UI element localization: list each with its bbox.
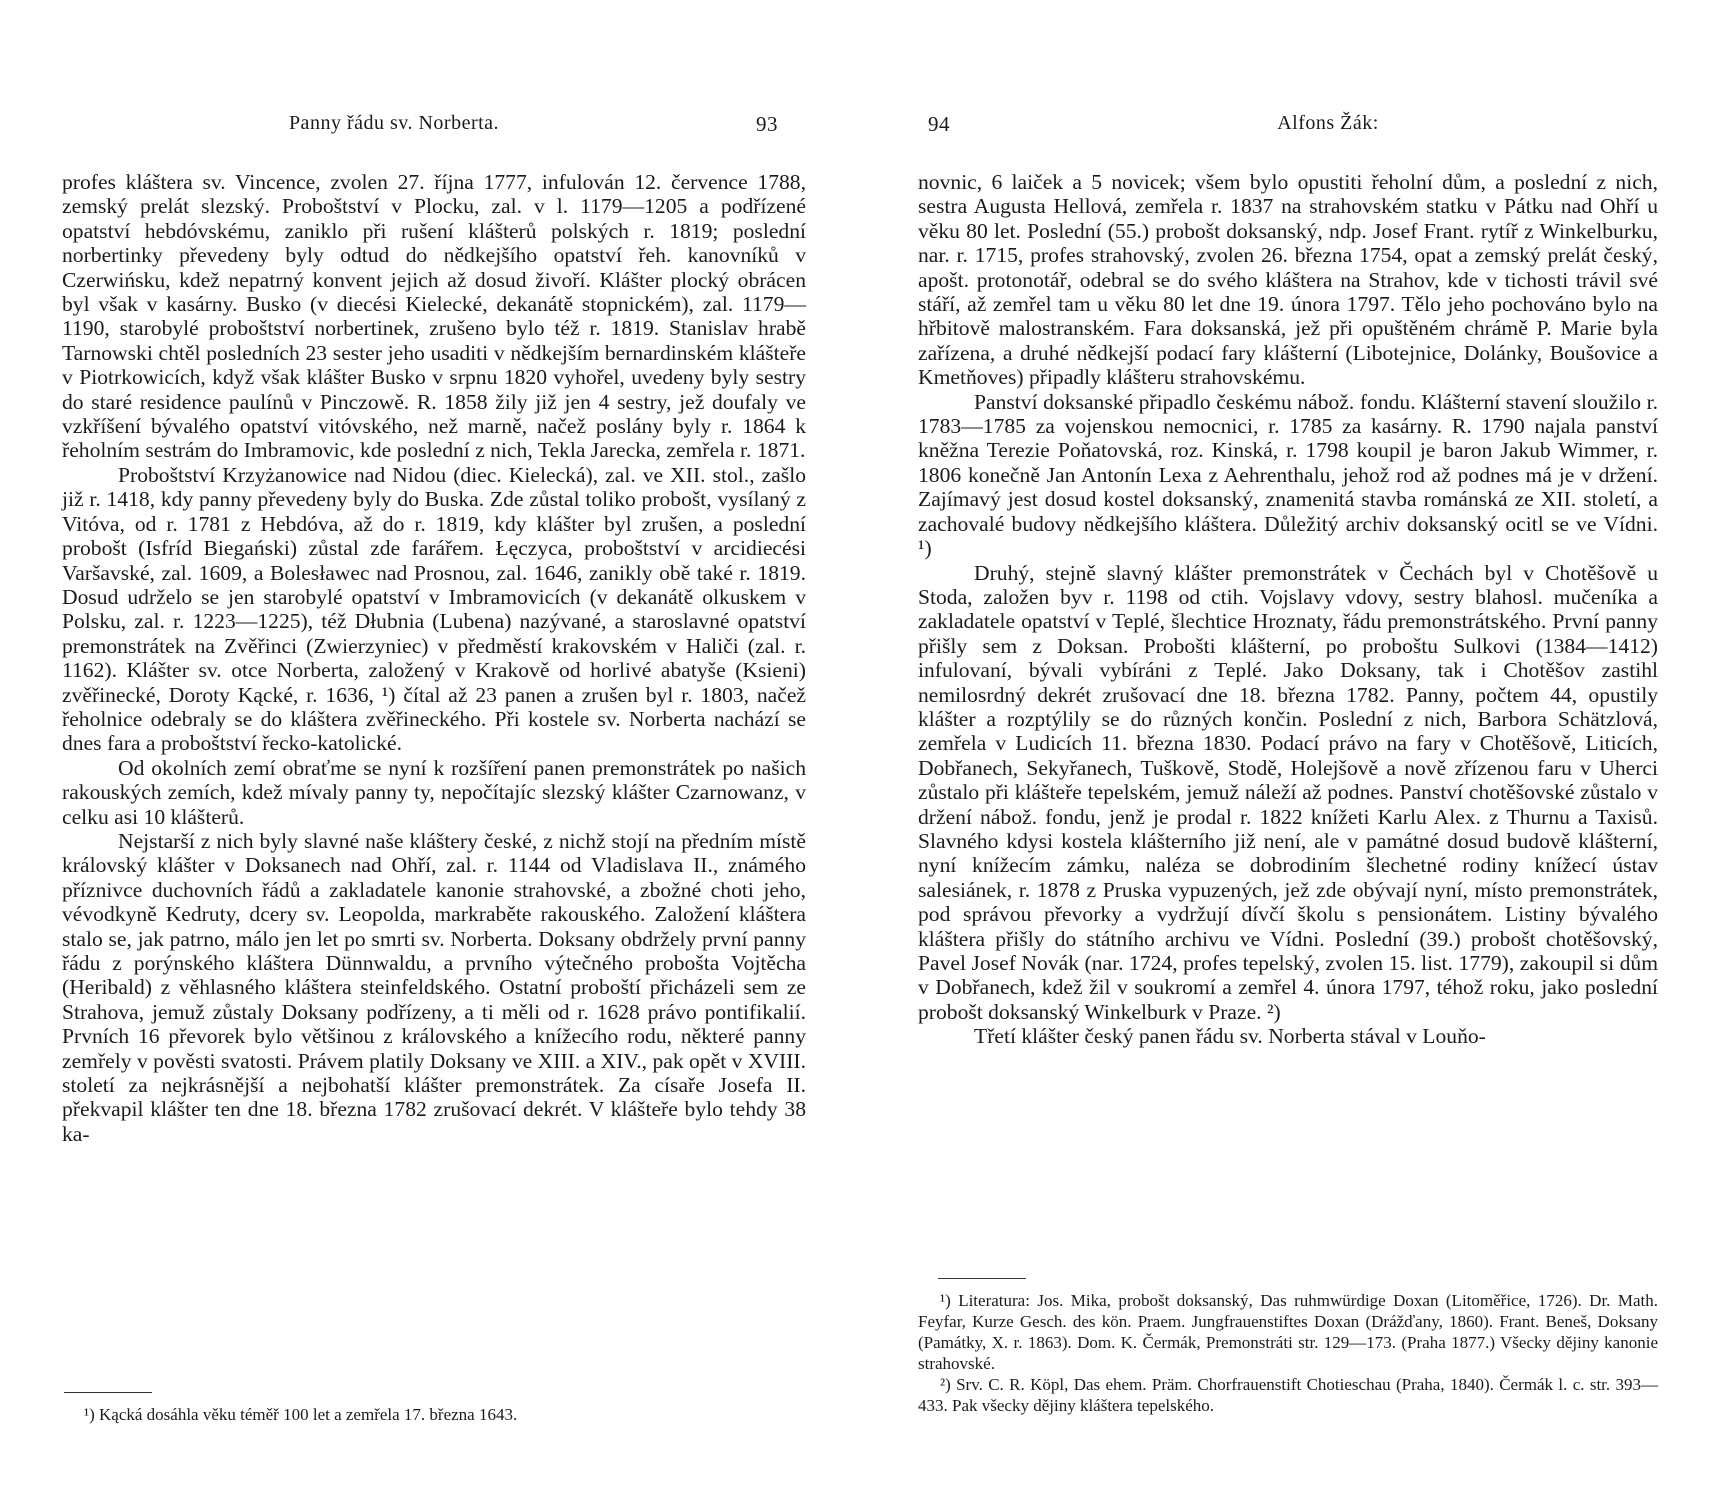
paragraph: profes kláštera sv. Vincence, zvolen 27. října 1777, infulován 12. července 1788, zemský prelát slezský. Proboštství v Plocku, zal. v l. 1179—1205 a podřízené opatství hebdóvskému, zaniklo při rušení klášterů polských r. 1819; poslední norbertinky převedeny byly odtud do nědkejšího opatství řeh. kanovníků v Czerwińsku, kdež nepatrný konvent jejich až dosud živoří. Klášter plocký obrácen byl však v kasárny. Busko (v diecési Kielecké, dekanátě stopnickém), zal. 1179—1190, starobylé proboštství norbertinek, zrušeno bylo též r. 1819. Stanislav hrabě Tarnowski chtěl posledních 23 sester jeho usaditi v nědkejším bernardinském klášteře v Piotrkowicích, když však klášter Busko v srpnu 1820 vyhořel, uvedeny byly sestry do staré residence paulínů v Pinczowě. R. 1858 žily již jen 4 sestry, jež doufaly ve vzkříšení bývalého opatství vitóvského, než marně, načež poslány byly r. 1864 k řeholním sestrám do Imbramovic, kde poslední z nich, Tekla Jarecka, zemřela r. 1871.: [62, 170, 806, 463]
paragraph: Od okolních zemí obraťme se nyní k rozšíření panen premonstrátek po našich rakouských zemích, kdež mívaly panny ty, nepočítajíc slezský klášter Czarnowanz, v celku asi 10 klášterů.: [62, 755, 806, 829]
paragraph: Nejstarší z nich byly slavné naše kláštery české, z nichž stojí na předním místě královský klášter v Doksanech nad Ohří, zal. r. 1144 od Vladislava II., známého příznivce duchovních řádů a zakladatele kanonie strahovské, a zbožné choti jeho, vévodkyně Kedruty, dcery sv. Leopolda, markraběte rakouského. Založení kláštera stalo se, jak patrno, málo jen let po smrti sv. Norberta. Doksany obdržely první panny řádu z porýnského kláštera Dünnwaldu, a prvního výtečného probošta Vojtěcha (Heribald) z věhlasného kláštera steinfeldského. Ostatní proboští přicházeli sem ze Strahova, jemuž zůstaly Doksany podřízeny, a ti měli od r. 1628 právo pontifikalií. Prvních 16 převorek bylo většinou z královského a knížecího rodu, některé panny zemřely v pověsti svatosti. Právem platily Doksany ve XIII. a XIV., pak opět v XVIII. století za nejkrásnější a nejbohatší klášter premonstrátek. Za císaře Josefa II. překvapil klášter ten dne 18. března 1782 zrušovací dekrét. V klášteře bylo tehdy 38 ka-: [62, 828, 806, 1146]
page-number: 94: [928, 112, 950, 136]
left-page-header: [62, 112, 806, 142]
paragraph: Druhý, stejně slavný klášter premonstrátek v Čechách byl v Chotěšově u Stoda, založen byv r. 1198 od ctih. Vojslavy vdovy, sestry blahosl. mučeníka a zakladatele opatství v Teplé, šlechtice Hroznaty, řádu premonstrátského. První panny přišly sem z Doksan. Probošti klášterní, po proboštu Sulkovi (1384—1412) infulovaní, bývali vybíráni z Teplé. Jako Doksany, tak i Chotěšov zastihl nemilosrdný dekrét zrušovací dne 18. března 1782. Panny, počtem 44, opustily klášter a rozptýlily se do různých končin. Poslední z nich, Barbora Schätzlová, zemřela v Ludicích 11. března 1830. Podací právo na fary v Chotěšově, Liticích, Dobřanech, Sekyřanech, Tuškově, Stodě, Holejšově a nově zřízenou faru v Uherci zůstalo při klášteře tepelském, jemuž náleží až podnes. Panství chotěšovské zůstalo v držení nábož. fondu, jenž je prodal r. 1822 knížeti Karlu Alex. z Thurnu a Taxisů. Slavného kdysi kostela klášterního již není, ale v památné dosud budově klášterní, nyní knížecím zámku, naléza se dobrodiním šlechetné rodiny knížecí ústav salesiánek, r. 1878 z Pruska vypuzených, jež zde obývají nyní, místo premonstrátek, pod správou převorky a vydržují dívčí školu s pensionátem. Listiny bývalého kláštera přišly do státního archivu ve Vídni. Poslední (39.) probošt chotěšovský, Pavel Josef Novák (nar. 1724, profes tepelský, zvolen 15. list. 1779), zakoupil si dům v Dobřanech, kdež žil v soukromí a zemřel 4. února 1797, téhož roku, jako poslední probošt doksanský Winkelburk v Praze. ²): [918, 560, 1658, 1024]
left-footnotes: [62, 1404, 806, 1425]
footnote: ¹) Kącká dosáhla věku téměř 100 let a zemřela 17. března 1643.: [84, 1405, 518, 1424]
left-page: [62, 0, 806, 1500]
right-page-header: [918, 112, 1658, 142]
right-page: [918, 0, 1658, 1500]
footnote: ¹) Literatura: Jos. Mika, probošt doksanský, Das ruhmwürdige Doxan (Litoměřice, 1726). Dr. Math. Feyfar, Kurze Gesch. des kön. Praem. Jungfrauenstiftes Doxan (Drážďany, 1860). Frant. Beneš, Doksany (Památky, X. r. 1863). Dom. K. Čermák, Premonstráti str. 129—173. (Praha 1877.) Všecky dějiny kanonie strahovské.: [918, 1291, 1658, 1373]
paragraph: Proboštství Krzyżanowice nad Nidou (diec. Kielecká), zal. ve XII. stol., zašlo již r. 1418, kdy panny převedeny byly do Buska. Zde zůstal toliko probošt, vysílaný z Vitóva, od r. 1781 z Hebdóva, až do r. 1819, kdy klášter byl zrušen, a poslední probošt (Isfríd Biegański) zůstal zde farářem. Łęczyca, proboštství v arcidiecési Varšavské, zal. 1609, a Bolesławec nad Prosnou, zal. 1646, zanikly obě také r. 1819. Dosud udrželo se jen starobylé opatství v Imbramovicích (v dekanátě olkuskem v Polsku, zal. r. 1223—1225), též Dłubnia (Lubena) nazývané, a staroslavné opatství premonstrátek na Zvěřinci (Zwierzyniec) v předměstí krakovském v Haliči (zal. r. 1162). Klášter sv. otce Norberta, založený v Krakově od horlivé abatyše (Ksieni) zvěřinecké, Doroty Kącké, r. 1636, ¹) čítal až 23 panen a zrušen byl r. 1803, načež řeholnice odebraly se do kláštera zvěřineckého. Při kostele sv. Norberta nachází se dnes fara a proboštství řecko-katolické.: [62, 462, 806, 756]
left-page-body: [62, 170, 806, 1146]
running-head: Alfons Žák:: [1277, 112, 1379, 134]
page-number: 93: [756, 112, 778, 136]
footnote-rule: [938, 1278, 1026, 1279]
footnote-rule: [64, 1392, 152, 1393]
right-page-body: [918, 170, 1658, 1049]
paragraph: Panství doksanské připadlo českému nábož. fondu. Klášterní stavení sloužilo r. 1783—1785 za vojenskou nemocnici, r. 1785 za kasárny. R. 1790 najala panství kněžna Terezie Poňatovská, roz. Kinská, r. 1798 koupil je baron Jakub Wimmer, r. 1806 konečně Jan Antonín Lexa z Aehrenthalu, jehož rod až podnes má je v držení. Zajímavý jest dosud kostel doksanský, znamenitá stavba románská ze XII. století, a zachovalé budovy nědkejšího kláštera. Důležitý archiv doksanský ocitl se ve Vídni. ¹): [918, 389, 1658, 561]
footnote: ²) Srv. C. R. Köpl, Das ehem. Präm. Chorfrauenstift Chotieschau (Praha, 1840). Čermák l. c. str. 393—433. Pak všecky dějiny kláštera tepelského.: [918, 1375, 1658, 1415]
running-head: Panny řádu sv. Norberta.: [288, 112, 500, 134]
paragraph: Třetí klášter český panen řádu sv. Norberta stával v Louňo-: [974, 1024, 1486, 1049]
paragraph: novnic, 6 laiček a 5 novicek; všem bylo opustiti řeholní dům, a poslední z nich, sestra Augusta Hellová, zemřela r. 1837 na strahovském statku v Pátku nad Ohří u věku 80 let. Poslední (55.) probošt doksanský, ndp. Josef Frant. rytíř z Winkelburku, nar. r. 1715, profes strahovský, zvolen 26. března 1754, opat a zemský prelát český, apošt. protonotář, odebral se do svého kláštera na Strahov, kde v tichosti trávil své stáří, až zemřel tam u věku 80 let dne 19. února 1797. Tělo jeho pochováno bylo na hřbitově malostranském. Fara doksanská, jež při opuštěném chrámě P. Marie byla zařízena, a druhé nědkejší podací fary klášterní (Libotejnice, Dolánky, Boušovice a Kmetňoves) připadly klášteru strahovskému.: [918, 170, 1658, 390]
right-footnotes: [918, 1290, 1658, 1416]
